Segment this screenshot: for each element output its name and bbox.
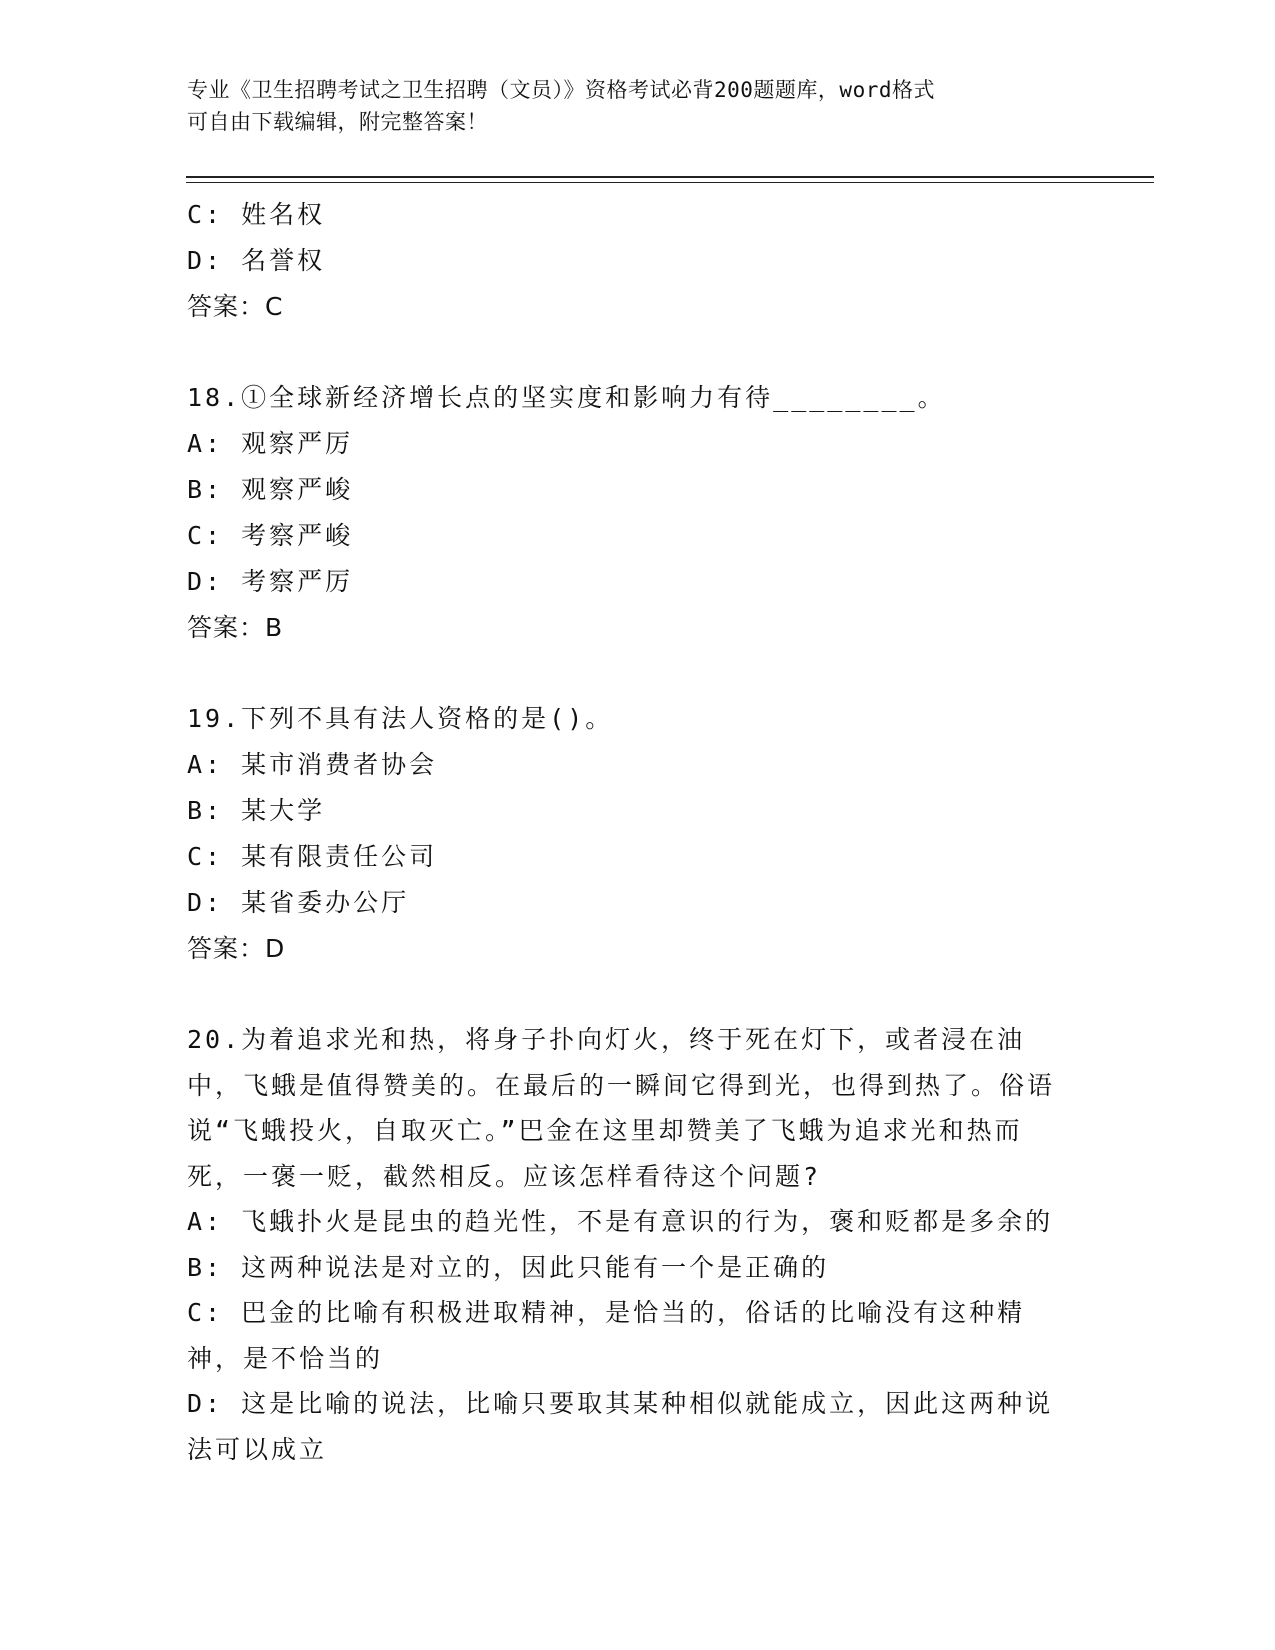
question-spacer <box>187 972 1087 1017</box>
q18-option-b: B: 观察严峻 <box>187 475 354 504</box>
q18-option-d: D: 考察严厉 <box>187 567 354 596</box>
header-title-line-2: 可自由下载编辑，附完整答案！ <box>187 110 488 134</box>
q19-option-c: C: 某有限责任公司 <box>187 842 438 871</box>
q17-answer: 答案：C <box>187 292 284 321</box>
question-17-tail <box>187 192 1087 330</box>
q18-option-a: A: 观察严厉 <box>187 429 354 458</box>
q18-stem: 18.①全球新经济增长点的坚实度和影响力有待________。 <box>187 383 946 412</box>
q19-stem: 19.下列不具有法人资格的是()。 <box>187 704 614 733</box>
q18-answer: 答案：B <box>187 613 284 642</box>
question-list <box>187 192 1087 1472</box>
q20-option-b: B: 这两种说法是对立的，因此只能有一个是正确的 <box>187 1252 830 1282</box>
q20-option-c: C: 巴金的比喻有积极进取精神，是恰当的，俗话的比喻没有这种精神，是不恰当的 <box>187 1298 1026 1373</box>
q17-option-c: C: 姓名权 <box>187 200 326 229</box>
q19-option-d: D: 某省委办公厅 <box>187 888 410 917</box>
question-spacer <box>187 651 1087 696</box>
q19-option-a: A: 某市消费者协会 <box>187 750 438 779</box>
q19-option-b: B: 某大学 <box>187 796 326 825</box>
q18-option-c: C: 考察严峻 <box>187 521 354 550</box>
header-title-line-1: 专业《卫生招聘考试之卫生招聘（文员）》资格考试必背200题题库，word格式 <box>187 78 935 102</box>
q20-stem: 20.为着追求光和热，将身子扑向灯火，终于死在灯下，或者浸在油中，飞蛾是值得赞美的。在最后的一瞬间它得到光，也得到热了。俗语说“飞蛾投火，自取灭亡。”巴金在这里却赞美了飞蛾为追求光和热而死，一褒一贬，截然相反。应该怎样看待这个问题? <box>187 1025 1056 1191</box>
header-divider-thick <box>186 176 1154 178</box>
q19-answer: 答案：D <box>187 934 286 963</box>
q20-option-d: D: 这是比喻的说法，比喻只要取其某种相似就能成立，因此这两种说法可以成立 <box>187 1389 1054 1464</box>
question-spacer <box>187 330 1087 375</box>
question-19 <box>187 696 1087 972</box>
question-18 <box>187 375 1087 651</box>
question-20 <box>187 1017 1087 1472</box>
q17-option-d: D: 名誉权 <box>187 246 326 275</box>
q20-option-a: A: 飞蛾扑火是昆虫的趋光性，不是有意识的行为，褒和贬都是多余的 <box>187 1207 1054 1236</box>
header-divider-thin <box>186 182 1154 183</box>
document-header <box>187 74 1067 138</box>
